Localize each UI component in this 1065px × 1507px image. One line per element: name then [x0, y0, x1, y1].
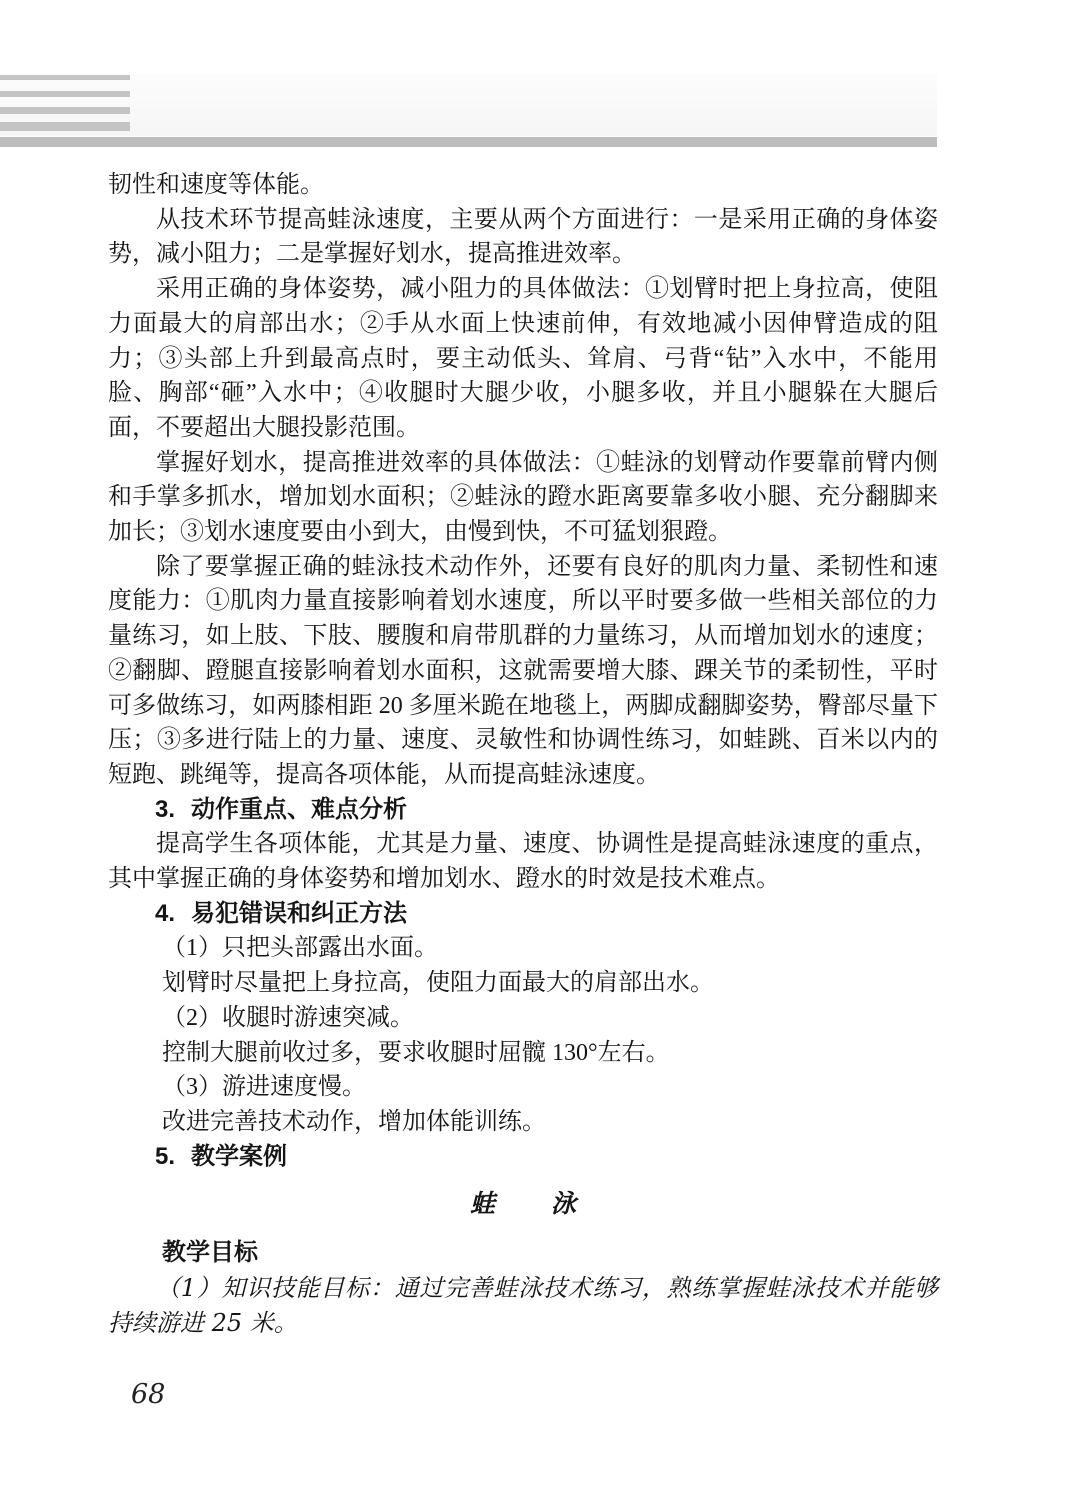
paragraph: 提高学生各项体能，尤其是力量、速度、协调性是提高蛙泳速度的重点，其中掌握正确的身体姿势和增加划水、蹬水的时效是技术难点。 [108, 831, 938, 893]
heading-number: 4. [155, 899, 176, 927]
decoration-stripe [0, 122, 130, 131]
correction-item: 划臂时尽量把上身拉高，使阻力面最大的肩部出水。 [162, 970, 714, 997]
case-title [108, 1187, 938, 1222]
paragraph: 采用正确的身体姿势，减小阻力的具体做法：①划臂时把上身拉高，使阻力面最大的肩部出水；②手从水面上快速前伸，有效地减小因伸臂造成的阻力；③头部上升到最高点时，要主动低头、耸肩、弓背“钻”入水中，不能用脸、胸部“砸”入水中；④收腿时大腿少收，小腿多收，并且小腿躲在大腿后面，不要超出大腿投影范围。 [108, 276, 938, 441]
goal-paragraph: （1）知识技能目标：通过完善蛙泳技术练习，熟练掌握蛙泳技术并能够持续游进 25 米。 [108, 1273, 938, 1337]
paragraph-continuation: 韧性和速度等体能。 [108, 172, 324, 198]
error-item: （2）收腿时游速突减。 [162, 1004, 414, 1031]
goal-heading: 教学目标 [162, 1239, 258, 1267]
page-number: 68 [131, 1379, 166, 1410]
correction-item: 改进完善技术动作，增加体能训练。 [162, 1108, 546, 1135]
error-item: （3）游进速度慢。 [162, 1074, 366, 1101]
decoration-stripe [0, 75, 130, 80]
heading-label: 动作重点、难点分析 [191, 795, 407, 823]
header-background [0, 74, 937, 136]
heading-label: 易犯错误和纠正方法 [191, 899, 407, 927]
decoration-band [0, 137, 937, 147]
heading-label: 教学案例 [191, 1142, 287, 1170]
heading-number: 5. [155, 1142, 176, 1170]
section-heading-3 [108, 793, 938, 828]
correction-item: 控制大腿前收过多，要求收腿时屈髋 130°左右。 [162, 1039, 670, 1066]
paragraph: 掌握好划水，提高推进效率的具体做法：①蛙泳的划臂动作要靠前臂内侧和手掌多抓水，增加划水面积；②蛙泳的蹬水距离要靠多收小腿、充分翻脚来加长；③划水速度要由小到大，由慢到快，不可猛划狠蹬。 [108, 449, 938, 546]
heading-number: 3. [155, 795, 176, 823]
paragraph: 除了要掌握正确的蛙泳技术动作外，还要有良好的肌肉力量、柔韧性和速度能力：①肌肉力量直接影响着划水速度，所以平时要多做一些相关部位的力量练习，如上肢、下肢、腰腹和肩带肌群的力量练习，从而增加划水的速度；②翻脚、蹬腿直接影响着划水面积，这就需要增大膝、踝关节的柔韧性，平时可多做练习，如两膝相距 20 多厘米跪在地毯上，两脚成翻脚姿势，臀部尽量下压；③多进行陆上的力量、速度、灵敏性和协调性练习，如蛙跳、百米以内的短跑、跳绳等，提高各项体能，从而提高蛙泳速度。 [108, 553, 938, 788]
page-body [108, 168, 938, 1340]
case-title-char: 泳 [551, 1189, 577, 1219]
decoration-stripe [0, 91, 130, 97]
section-heading-5 [108, 1140, 938, 1175]
section-heading-4 [108, 897, 938, 932]
error-item: （1）只把头部露出水面。 [162, 935, 438, 962]
case-title-char: 蛙 [469, 1189, 495, 1219]
decoration-stripe [0, 107, 130, 114]
paragraph: 从技术环节提高蛙泳速度，主要从两个方面进行：一是采用正确的身体姿势，减小阻力；二是掌握好划水，提高推进效率。 [108, 206, 938, 268]
